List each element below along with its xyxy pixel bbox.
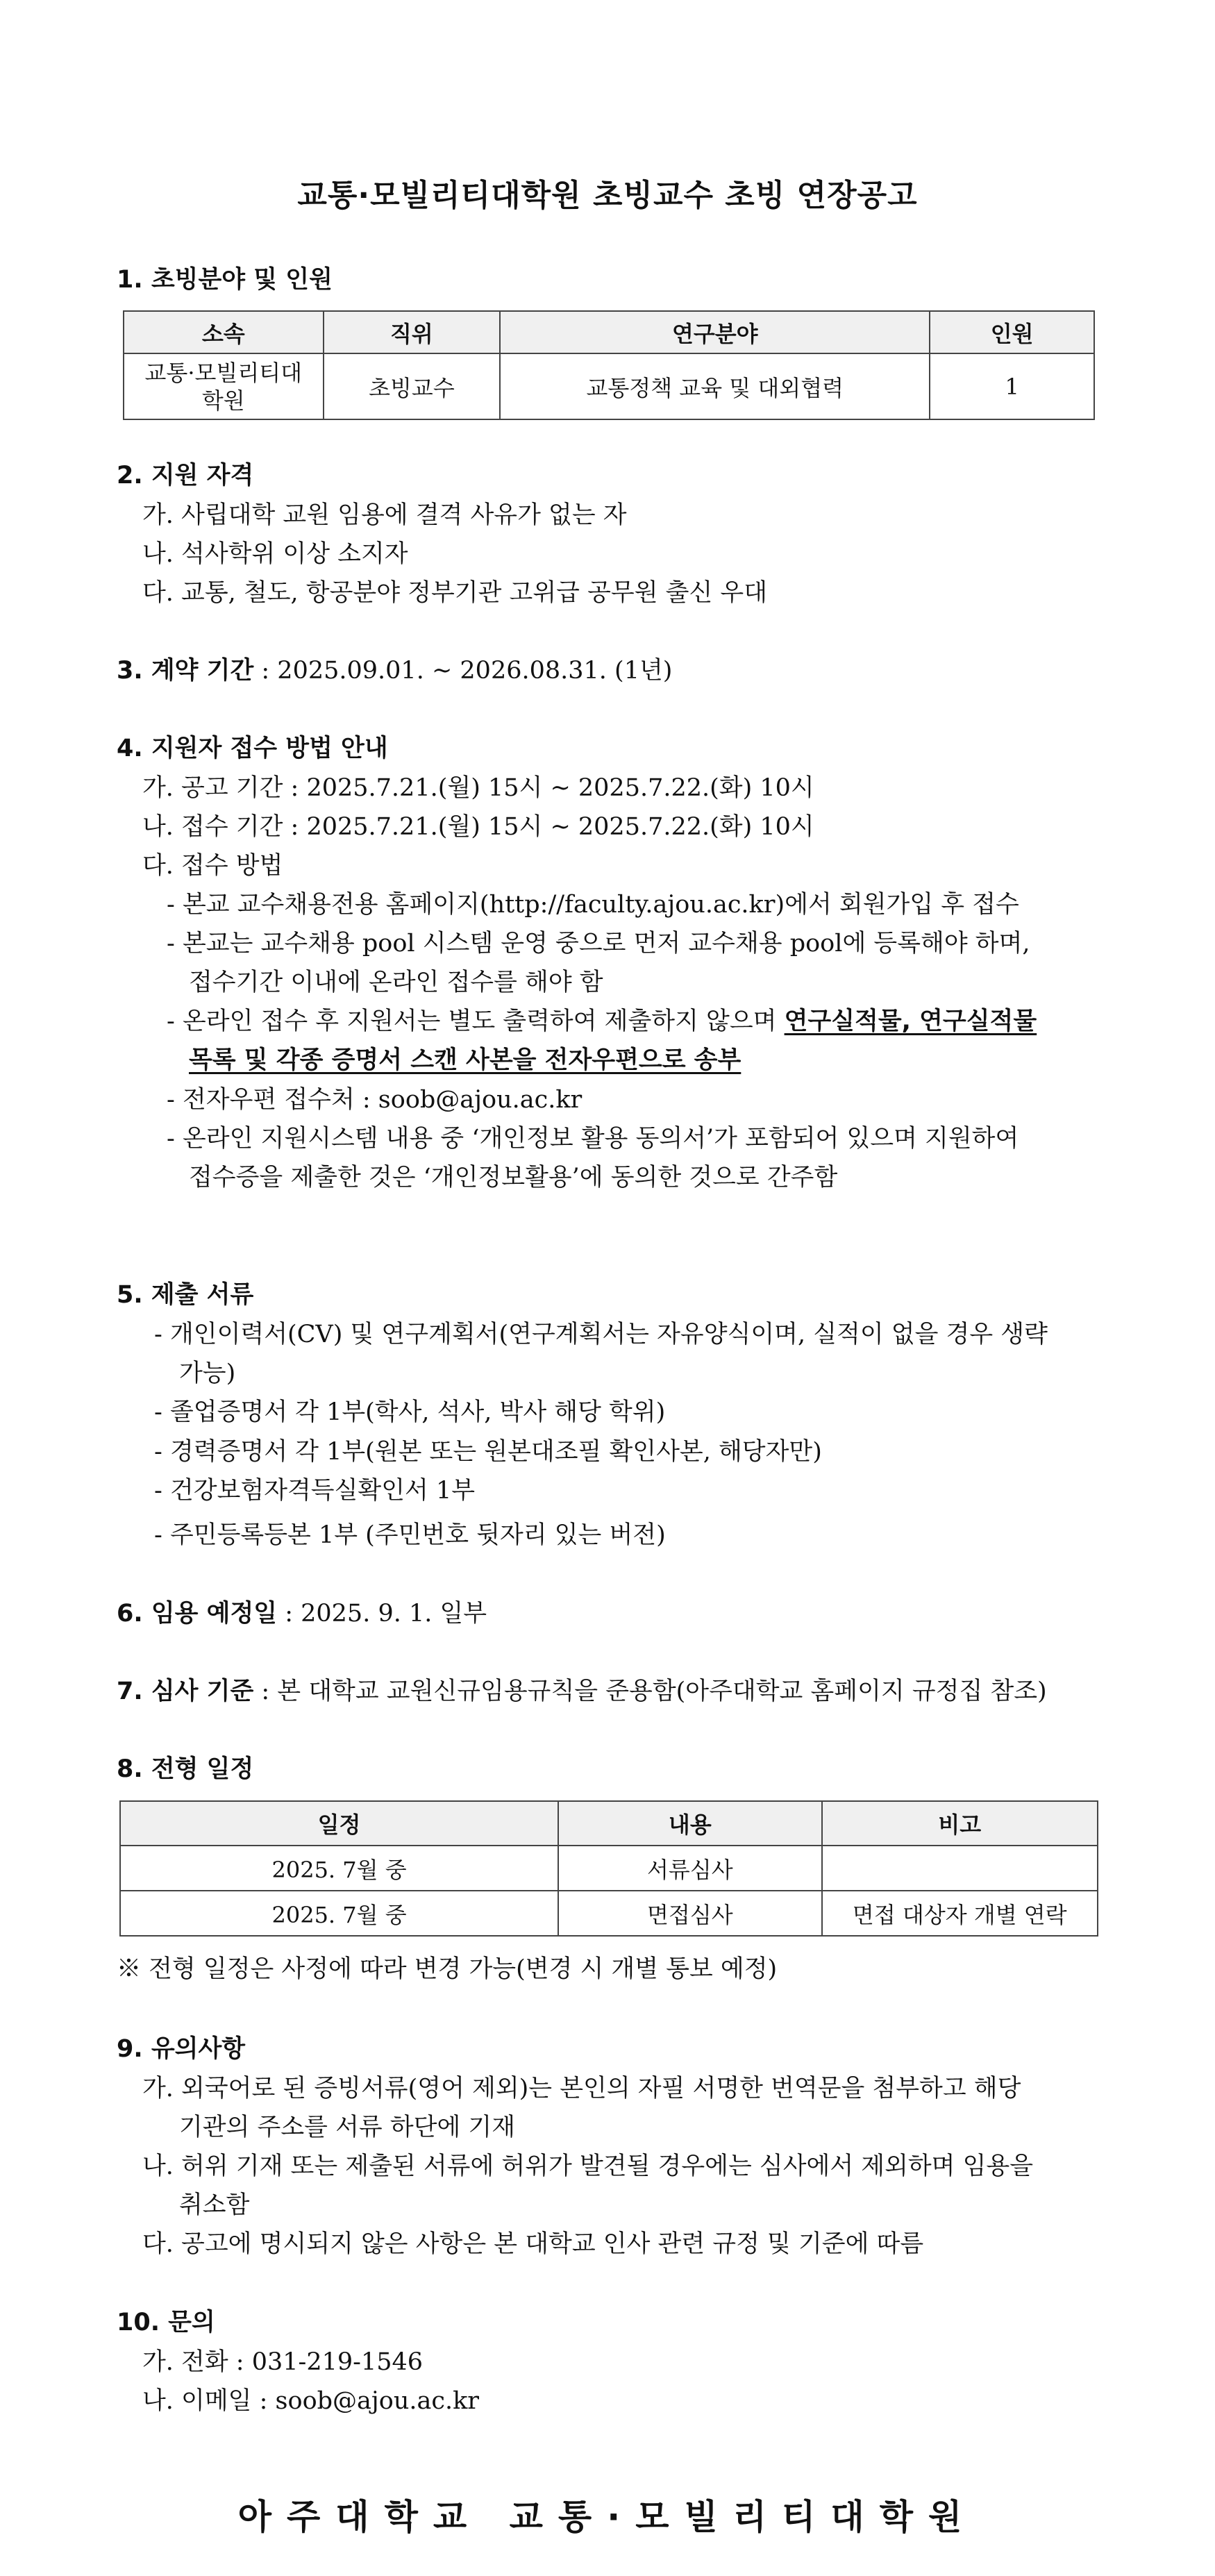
list-item: 나. 석사학위 이상 소지자 (142, 540, 408, 568)
header-count: 인원 (930, 311, 1094, 353)
cell-content: 서류심사 (558, 1846, 821, 1891)
cell-content: 면접심사 (558, 1891, 821, 1936)
header-field: 연구분야 (500, 311, 930, 353)
header-note: 비고 (822, 1801, 1098, 1846)
section-7-heading (117, 1678, 1047, 1705)
list-item (167, 1007, 1037, 1035)
list-item: - 경력증명서 각 1부(원본 또는 원본대조필 확인사본, 해당자만) (154, 1438, 822, 1466)
list-item-continued: 기관의 주소를 서류 하단에 기재 (179, 2114, 516, 2141)
cell-note: 면접 대상자 개별 연락 (822, 1891, 1098, 1936)
header-schedule: 일정 (120, 1801, 558, 1846)
cell-note (822, 1846, 1098, 1891)
section-4-heading: 4. 지원자 접수 방법 안내 (117, 735, 388, 762)
header-content: 내용 (558, 1801, 821, 1846)
list-item-continued: 접수증을 제출한 것은 ‘개인정보활용’에 동의한 것으로 간주함 (189, 1164, 838, 1191)
list-item: - 졸업증명서 각 1부(학사, 석사, 박사 해당 학위) (154, 1398, 666, 1426)
list-item: - 전자우편 접수처 : soob@ajou.ac.kr (167, 1086, 583, 1114)
contact-phone: 가. 전화 : 031-219-1546 (142, 2348, 424, 2376)
appointment-date-label: 6. 임용 예정일 (117, 1600, 278, 1628)
list-item-continued: 접수기간 이내에 온라인 접수를 해야 함 (189, 969, 603, 996)
table-row (124, 353, 1094, 419)
list-item: 가. 외국어로 된 증빙서류(영어 제외)는 본인의 자필 서명한 번역문을 첨부하고 해당 (142, 2075, 1021, 2102)
cell-dept-line-1: 교통·모빌리티대 (144, 359, 303, 386)
emphasis-text: 목록 및 각종 증명서 스캔 사본을 전자우편으로 송부 (189, 1046, 741, 1074)
list-item: 다. 교통, 철도, 항공분야 정부기관 고위급 공무원 출신 우대 (142, 579, 768, 607)
list-item: 가. 사립대학 교원 임용에 결격 사유가 없는 자 (142, 501, 627, 529)
receipt-period: 나. 접수 기간 : 2025.7.21.(월) 15시 ~ 2025.7.22.(화) 10시 (142, 813, 814, 841)
list-item: 나. 허위 기재 또는 제출된 서류에 허위가 발견될 경우에는 심사에서 제외하며 임용을 (142, 2152, 1034, 2180)
cell-date: 2025. 7월 중 (120, 1891, 558, 1936)
cell-field: 교통정책 교육 및 대외협력 (500, 353, 930, 419)
list-item: 다. 공고에 명시되지 않은 사항은 본 대학교 인사 관련 규정 및 기준에 따름 (142, 2230, 924, 2258)
cell-date: 2025. 7월 중 (120, 1846, 558, 1891)
header-position: 직위 (324, 311, 501, 353)
list-item-continued (189, 1046, 741, 1074)
cell-count: 1 (930, 353, 1094, 419)
schedule-table (119, 1800, 1098, 1937)
section-8-heading: 8. 전형 일정 (117, 1755, 254, 1783)
section-9-heading: 9. 유의사항 (117, 2035, 246, 2063)
section-1-heading: 1. 초빙분야 및 인원 (117, 266, 333, 294)
list-item: - 건강보험자격득실확인서 1부 (154, 1477, 476, 1505)
recruitment-table-header-row (124, 311, 1094, 353)
cell-dept (124, 353, 324, 419)
notice-period: 가. 공고 기간 : 2025.7.21.(월) 15시 ~ 2025.7.22.(화) 10시 (142, 774, 814, 802)
list-item-continued: 가능) (179, 1360, 236, 1387)
recruitment-table (123, 310, 1095, 420)
table-row (120, 1846, 1098, 1891)
list-item-text: - 온라인 접수 후 지원서는 별도 출력하여 제출하지 않으며 (167, 1007, 785, 1035)
list-item: - 본교 교수채용전용 홈페이지(http://faculty.ajou.ac.kr)에서 회원가입 후 접수 (167, 891, 1019, 919)
header-dept: 소속 (124, 311, 324, 353)
section-3-heading (117, 657, 672, 685)
section-10-heading: 10. 문의 (117, 2309, 215, 2336)
review-criteria-label: 7. 심사 기준 (117, 1678, 254, 1705)
contract-period-value: : 2025.09.01. ~ 2026.08.31. (1년) (253, 657, 673, 685)
list-item: - 본교는 교수채용 pool 시스템 운영 중으로 먼저 교수채용 pool에 등록해야 하며, (167, 930, 1030, 957)
review-criteria-value: : 본 대학교 교원신규임용규칙을 준용함(아주대학교 홈페이지 규정집 참조) (253, 1678, 1047, 1705)
cell-position: 초빙교수 (324, 353, 501, 419)
emphasis-text: 연구실적물, 연구실적물 (784, 1007, 1037, 1035)
document-title: 교통·모빌리티대학원 초빙교수 초빙 연장공고 (297, 178, 918, 213)
issuer-footer: 아주대학교 교통·모빌리티대학원 (237, 2497, 978, 2537)
list-item: - 개인이력서(CV) 및 연구계획서(연구계획서는 자유양식이며, 실적이 없을 경우 생략 (154, 1321, 1048, 1348)
list-item-continued: 취소함 (179, 2191, 250, 2219)
schedule-footnote: ※ 전형 일정은 사정에 따라 변경 가능(변경 시 개별 통보 예정) (117, 1955, 778, 1983)
cell-dept-line-2: 학원 (201, 387, 245, 414)
list-item: - 주민등록등본 1부 (주민번호 뒷자리 있는 버전) (154, 1521, 666, 1549)
schedule-table-header-row (120, 1801, 1098, 1846)
list-item: - 온라인 지원시스템 내용 중 ‘개인정보 활용 동의서’가 포함되어 있으며 지원하여 (167, 1125, 1019, 1153)
contact-email: 나. 이메일 : soob@ajou.ac.kr (142, 2387, 480, 2415)
table-row (120, 1891, 1098, 1936)
section-5-heading: 5. 제출 서류 (117, 1281, 254, 1309)
contract-period-label: 3. 계약 기간 (117, 657, 254, 685)
receipt-method: 다. 접수 방법 (142, 852, 283, 880)
section-6-heading (117, 1600, 487, 1628)
section-2-heading: 2. 지원 자격 (117, 462, 254, 490)
appointment-date-value: : 2025. 9. 1. 일부 (277, 1600, 487, 1628)
